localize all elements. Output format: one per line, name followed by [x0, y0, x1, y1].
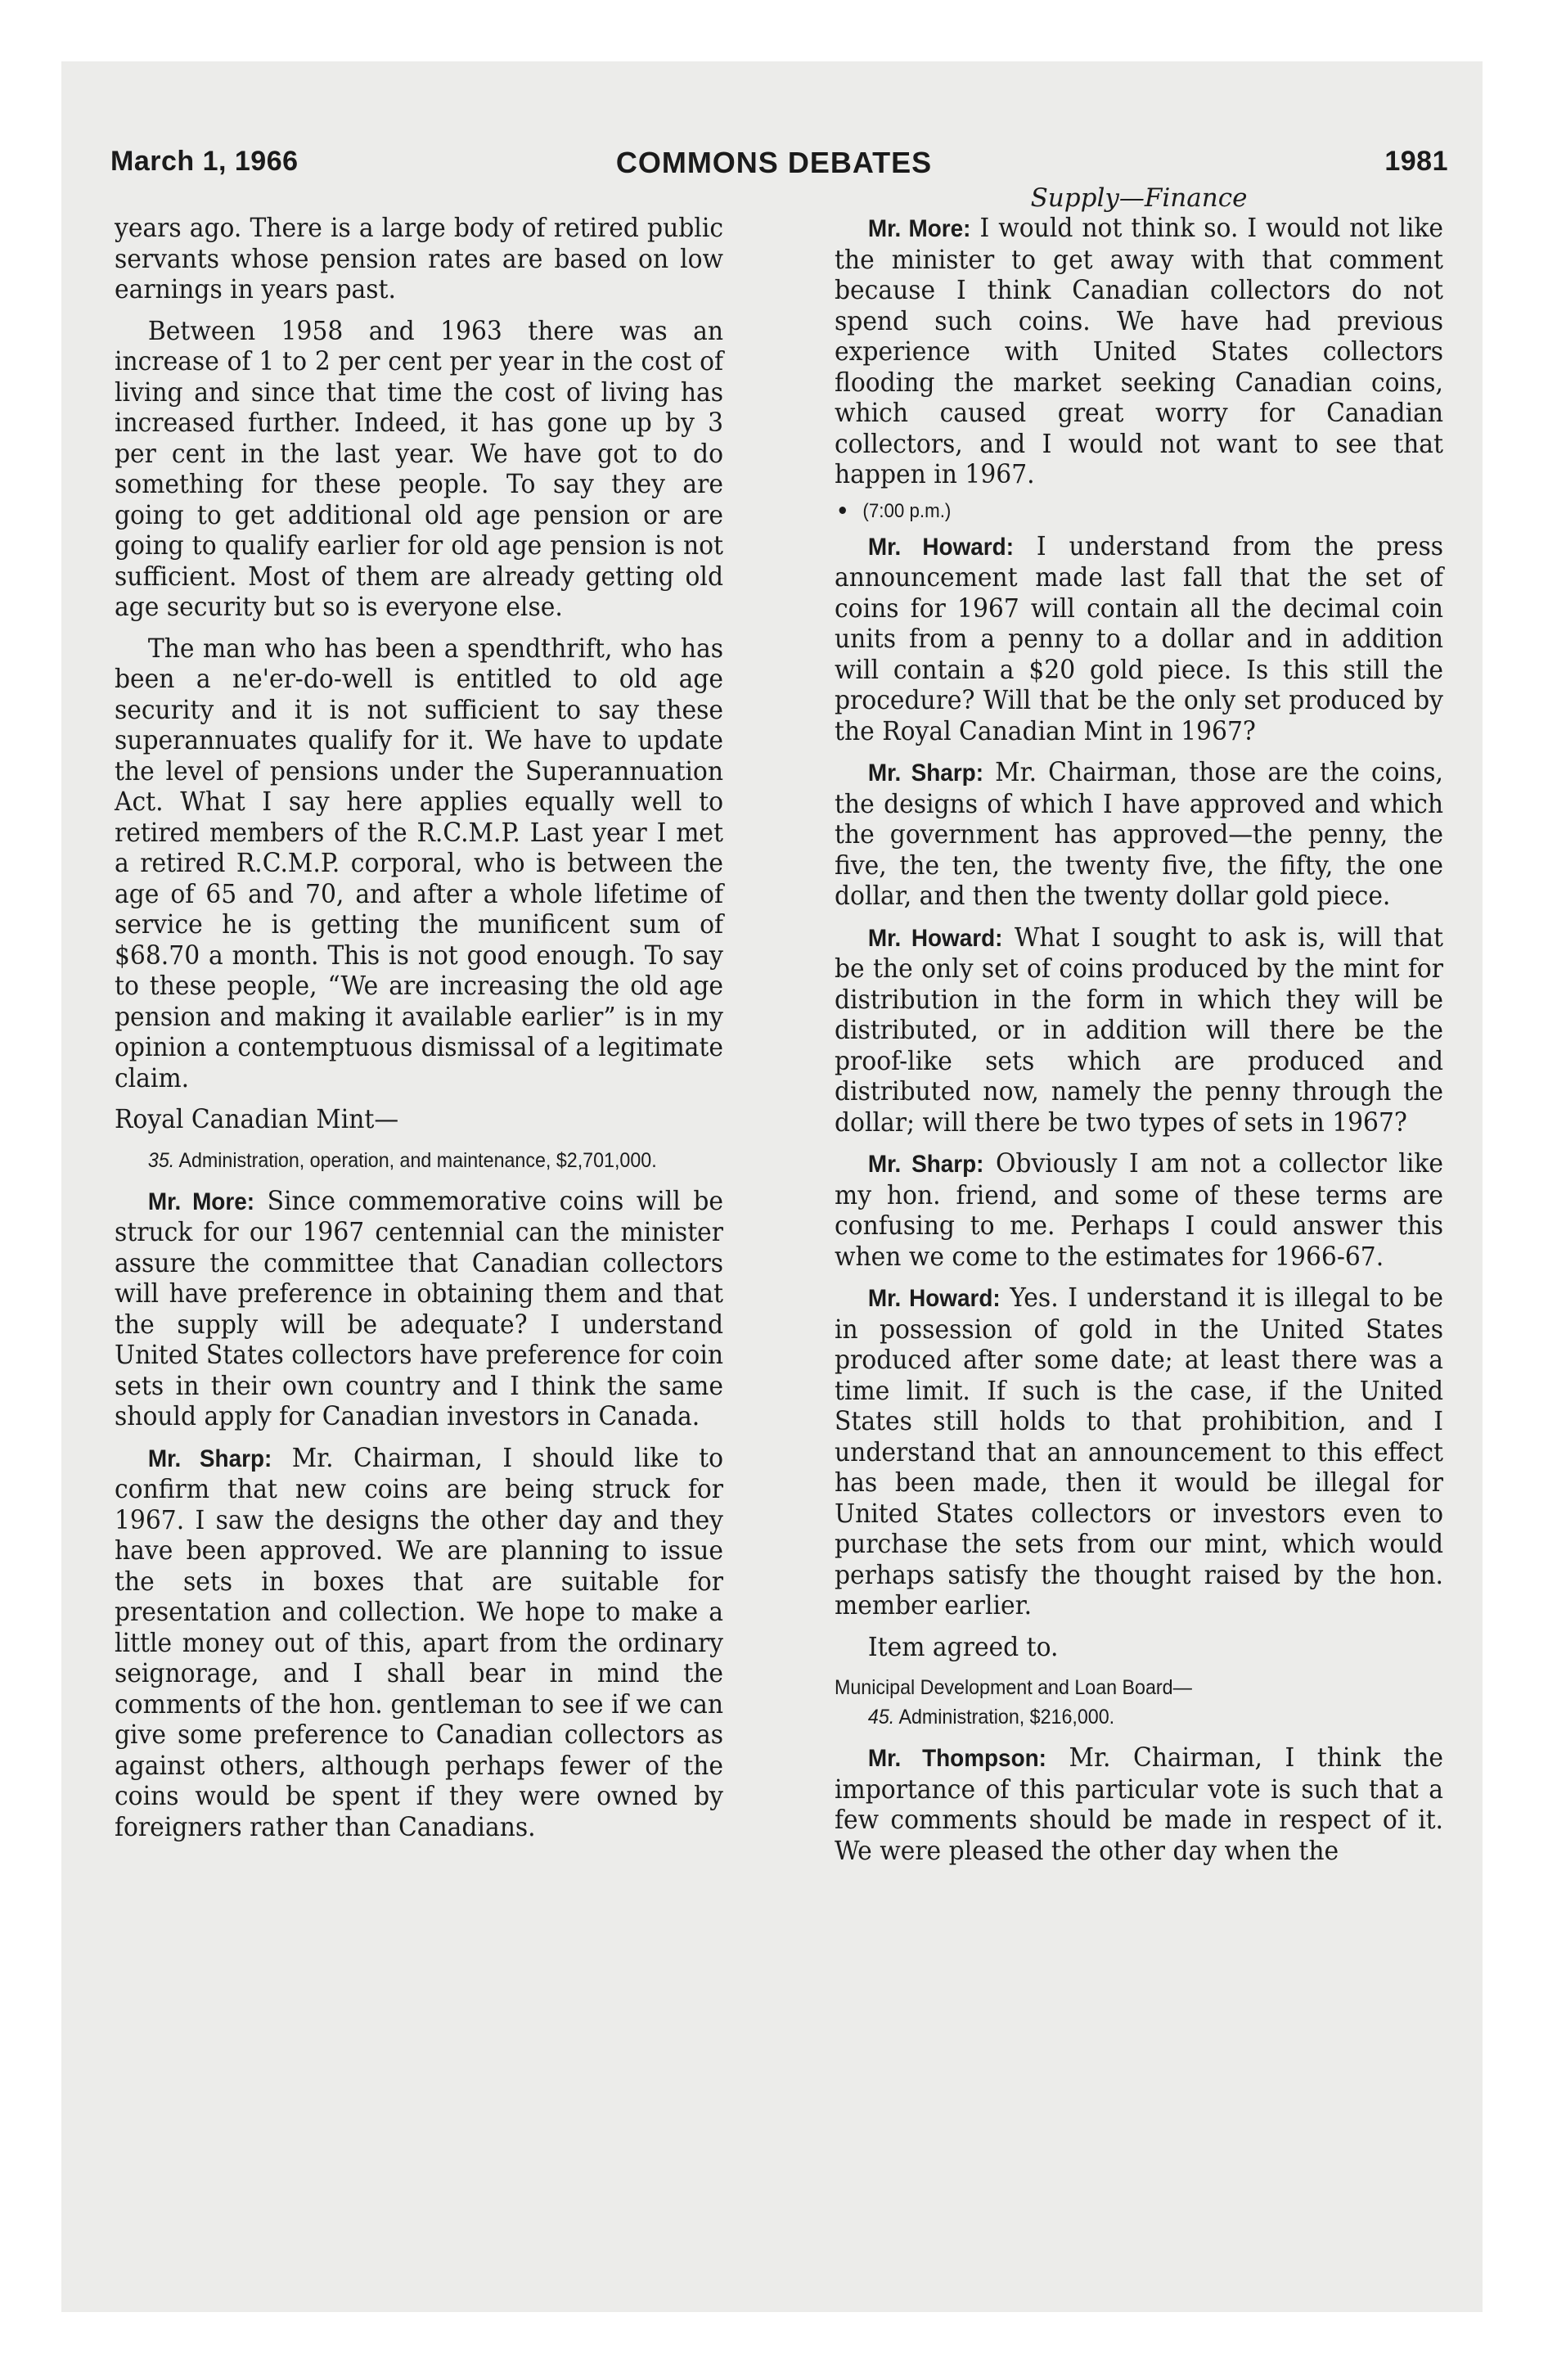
speech-text: I would not think so. I would not like the minister to get away with that comment because I think Canadian collectors do not spend such coins. We have had previous experience with United States collectors flooding the market seeking Canadian coins, which caused great worry for Canadian collectors, and I would not want to see that happen in 1967. — [835, 212, 1444, 489]
speech — [115, 1186, 723, 1432]
speech-text: Mr. Chairman, those are the coins, the designs of which I have approved and which the government has approved—the penny, the five, the ten, the twenty five, the fifty, the one dollar, and then the twenty dollar gold piece. — [835, 756, 1443, 911]
speaker-name: Mr. Howard: — [867, 533, 1014, 561]
section-heading: Municipal Development and Loan Board— — [835, 1676, 1192, 1699]
speech-text: Mr. Chairman, I should like to confirm that new coins are being struck for 1967. I saw the designs the other day and they have been approved. We are planning to issue the sets in boxes that are suitable for presentation and collection. We hope to make a little money out of this, apart from the ordinary seignorage, and I shall bear in mind the comments of the hon. gentleman to see if we can give some preference to Canadian collectors as against others, although perhaps fewer of the coins would be spent if they were owned by foreigners rather than Canadians. — [115, 1441, 724, 1842]
speech — [835, 1148, 1443, 1272]
speech — [835, 213, 1443, 490]
speech — [835, 922, 1443, 1138]
speech — [835, 531, 1443, 747]
paragraph: Between 1958 and 1963 there was an increase of 1 to 2 per cent per year in the cost of living and since that time the cost of living has increased further. Indeed, it has gone up by 3 per cent in the last year. We have got to do something for these people. To say they are going to get additional old age pension or are going to qualify earlier for old age pension is not sufficient. Most of them are already getting old age security but so is everyone else. — [115, 314, 724, 622]
speech-text: I understand from the press announcement made last fall that the set of coins for 1967 will contain all the decimal coin units from a penny to a dollar and in addition will contain a $20 gold piece. Is this still the procedure? Will that be the only set produced by the Royal Canadian Mint in 1967? — [835, 530, 1444, 746]
speaker-name: Mr. Howard: — [867, 924, 1003, 952]
speech — [835, 1282, 1443, 1621]
left-column — [115, 213, 723, 1842]
paragraph: years ago. There is a large body of retired public servants whose pension rates are based on low earnings in years past. — [115, 212, 723, 304]
speaker-name: Mr. Sharp: — [147, 1445, 272, 1472]
speaker-name: Mr. More: — [147, 1188, 255, 1215]
running-head: Supply—Finance — [1030, 183, 1248, 213]
speaker-name: Mr. Thompson: — [867, 1745, 1046, 1772]
header-date: March 1, 1966 — [110, 146, 299, 177]
item-number: 35. — [147, 1148, 175, 1172]
item-text: Administration, $216,000. — [898, 1706, 1115, 1729]
speech — [115, 1443, 723, 1843]
right-column — [835, 213, 1443, 1866]
paragraph: The man who has been a spendthrift, who has been a ne'er-do-well is entitled to old age security and it is not sufficient to say these superannuates qualify for it. We have to update the level of pensions under the Superannuation Act. What I say here applies equally well to retired members of the R.C.M.P. Last year I met a retired R.C.M.P. corporal, who is between the age of 65 and 70, and after a whole lifetime of service he is getting the munificent sum of $68.70 a month. This is not good enough. To say to these people, “We are increasing the old age pension and making it available earlier” is in my opinion a contemptuous dismissal of a legitimate claim. — [115, 632, 724, 1093]
header-page-number: 1981 — [1384, 146, 1448, 177]
speech-text: Since commemorative coins will be struck for our 1967 centennial can the minister assure the committee that Canadian collectors will have preference in obtaining them and that the supply will be adequate? I understand United States collectors have preference for coin sets in their own country and I think the same should apply for Canadian investors in Canada. — [115, 1184, 723, 1431]
speech-text: Yes. I understand it is illegal to be in possession of gold in the United States produced after some date; at least there was a time limit. If such is the case, if the United States still holds to that prohibition, and I understand that an announcement to this effect has been made, then it would be illegal for United States collectors or investors even to purchase the sets from our mint, which would perhaps satisfy the thought raised by the hon. member earlier. — [835, 1282, 1444, 1620]
time-text: (7:00 p.m.) — [862, 499, 952, 522]
speaker-name: Mr. More: — [867, 215, 971, 242]
speech — [835, 757, 1443, 912]
section-heading: Royal Canadian Mint— — [115, 1103, 399, 1134]
item-number: 45. — [867, 1706, 895, 1729]
estimate-item — [115, 1146, 723, 1175]
speaker-name: Mr. Howard: — [867, 1285, 1001, 1312]
speaker-name: Mr. Sharp: — [867, 1151, 984, 1178]
bullet-icon — [839, 507, 846, 514]
speaker-name: Mr. Sharp: — [867, 760, 984, 787]
header-title: COMMONS DEBATES — [615, 146, 933, 179]
speech-text: Mr. Chairman, I think the importance of this particular vote is such that a few comments should be made in respect of it. We were pleased the other day when the — [835, 1742, 1444, 1866]
item-text: Administration, operation, and maintenance, $2,701,000. — [178, 1148, 657, 1172]
estimate-item — [835, 1702, 1443, 1732]
speech — [835, 1742, 1443, 1866]
speech-text: Obviously I am not a collector like my hon. friend, and some of these terms are confusing to me. Perhaps I could answer this when we come to the estimates for 1966-67. — [835, 1147, 1443, 1272]
item-agreed: Item agreed to. — [867, 1630, 1059, 1662]
speech-text: What I sought to ask is, will that be the only set of coins produced by the mint for distribution in the form in which they will be distributed, or in addition will there be the proof-like sets which are produced and distributed now, namely the penny through the dollar; will there be two types of sets in 1967? — [835, 921, 1444, 1138]
time-marker — [835, 497, 1443, 526]
